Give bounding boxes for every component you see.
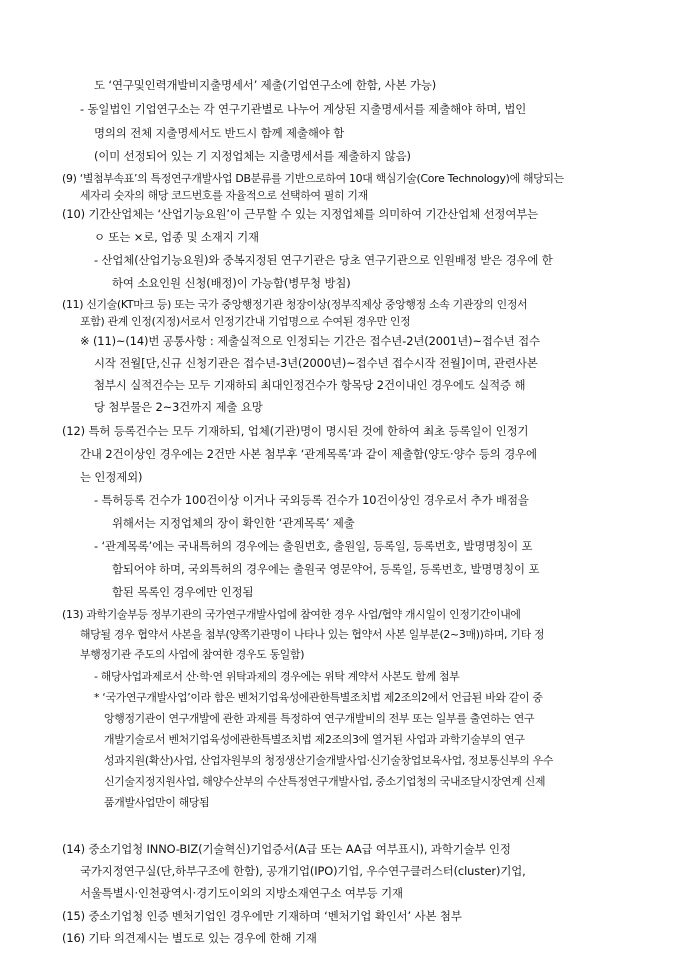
text-line: * ‘국가연구개발사업’이라 함은 벤처기업육성에관한특별조치법 제2조의2에서 언급된 바와 같이 중 [94, 691, 543, 704]
text-line: (12) 특허 등록건수는 모두 기재하되, 업체(기관)명이 명시된 것에 한하여 최초 등록일이 인정기 [62, 424, 529, 438]
text-line: 하여 소요인원 신청(배정)이 가능함(병무청 방침) [112, 276, 351, 290]
text-line: 개발기술로서 벤처기업육성에관한특별조치법 제2조의3에 열거된 사업과 과학기술부의 연구 [104, 733, 525, 746]
text-line: (15) 중소기업청 인증 벤처기업인 경우에만 기재하며 ‘벤처기업 확인서’ 사본 첨부 [62, 909, 462, 923]
text-line: 도 ‘연구및인력개발비지출명세서’ 제출(기업연구소에 한함, 사본 가능) [94, 78, 437, 92]
text-line: 위해서는 지정업체의 장이 확인한 ‘관계목록’ 제출 [112, 516, 355, 530]
text-line: 품개발사업만이 해당됨 [104, 796, 210, 809]
text-line: 세자리 숫자의 해당 코드번호를 자율적으로 선택하여 필히 기재 [80, 189, 368, 202]
text-line: 성과지원(확산)사업, 산업자원부의 청정생산기술개발사업·신기술창업보육사업, 정보통신부의 우수 [104, 754, 554, 767]
text-line: (이미 선정되어 있는 기 지정업체는 지출명세서를 제출하지 않음) [94, 149, 411, 163]
text-line: - 해당사업과제로서 산·학·연 위탁과제의 경우에는 위탁 계약서 사본도 함께 첨부 [94, 670, 460, 683]
text-line: ㅇ 또는 ×로, 업종 및 소재지 기재 [94, 230, 259, 244]
text-line: 명의의 전체 지출명세서도 반드시 함께 제출해야 함 [94, 126, 345, 140]
text-line: 국가지정연구실(단,하부구조에 한함), 공개기업(IPO)기업, 우수연구클러스터(cluster)기업, [80, 864, 526, 878]
text-line: 함된 목록인 경우에만 인정됨 [112, 585, 254, 599]
text-line: 는 인정제외) [80, 470, 143, 484]
text-line: 첨부시 실적건수는 모두 기재하되 최대인정건수가 항목당 2건이내인 경우에도 실적증 해 [94, 378, 526, 392]
text-line: 해당될 경우 협약서 사본을 첨부(양쪽기관명이 나타나 있는 협약서 사본 일부분(2~3매))하며, 기타 정 [80, 628, 545, 641]
text-line: ※ (11)~(14)번 공통사항 : 제출실적으로 인정되는 기간은 접수년-2년(2001년)~접수년 접수 [80, 334, 540, 348]
text-line: (9) ‘별첨부속표’의 특정연구개발사업 DB분류를 기반으로하여 10대 핵심기술(Core Technology)에 해당되는 [62, 172, 564, 185]
text-line: - 산업체(산업기능요원)와 중복지정된 연구기관은 당초 연구기관으로 인원배정 받은 경우에 한 [94, 253, 553, 267]
text-line: 부행정기관 주도의 사업에 참여한 경우도 동일함) [80, 648, 305, 661]
text-line: 당 첨부물은 2~3건까지 제출 요망 [94, 400, 263, 414]
text-line: 앙행정기관이 연구개발에 관한 과제를 특정하여 연구개발비의 전부 또는 일부를 출연하는 연구 [104, 712, 535, 725]
text-line: 간내 2건이상인 경우에는 2건만 사본 첨부후 ‘관계목록’과 같이 제출함(양도·양수 등의 경우에 [80, 447, 537, 461]
text-line: - 특허등록 건수가 100건이상 이거나 국외등록 건수가 10건이상인 경우로서 추가 배점을 [94, 493, 529, 507]
text-line: (11) 신기술(KT마크 등) 또는 국가 중앙행정기관 청장이상(정부직제상 중앙행정 소속 기관장의 인정서 [62, 298, 528, 311]
text-line: - 동일법인 기업연구소는 각 연구기관별로 나누어 계상된 지출명세서를 제출해야 하며, 법인 [80, 102, 527, 116]
text-line: 함되어야 하며, 국외특허의 경우에는 출원국 영문약어, 등록일, 등록번호, 발명명칭이 포 [112, 562, 540, 576]
text-line: (16) 기타 의견제시는 별도로 있는 경우에 한해 기재 [62, 931, 317, 945]
text-line: (13) 과학기술부등 정부기관의 국가연구개발사업에 참여한 경우 사업/협약 개시일이 인정기간이내에 [62, 608, 521, 621]
text-line: 시작 전월[단,신규 신청기관은 접수년-3년(2000년)~접수년 접수시작 전월]이며, 관련사본 [94, 356, 538, 370]
text-line: 서울특별시·인천광역시·경기도이외의 지방소재연구소 여부등 기재 [80, 886, 403, 900]
text-line: (10) 기간산업체는 ‘산업기능요원’이 근무할 수 있는 지정업체를 의미하여 기간산업체 선정여부는 [62, 207, 539, 221]
text-line: 신기술지정지원사업, 해양수산부의 수산특정연구개발사업, 중소기업청의 국내조달시장연계 신제 [104, 775, 546, 788]
text-line: - ‘관계목록’에는 국내특허의 경우에는 출원번호, 출원일, 등록일, 등록번호, 발명명칭이 포 [94, 539, 533, 553]
text-line: 포함) 관계 인정(지정)서로서 인정기간내 기업명으로 수여된 경우만 인정 [80, 315, 411, 328]
text-line: (14) 중소기업청 INNO-BIZ(기술혁신)기업증서(A급 또는 AA급 여부표시), 과학기술부 인정 [62, 842, 511, 856]
